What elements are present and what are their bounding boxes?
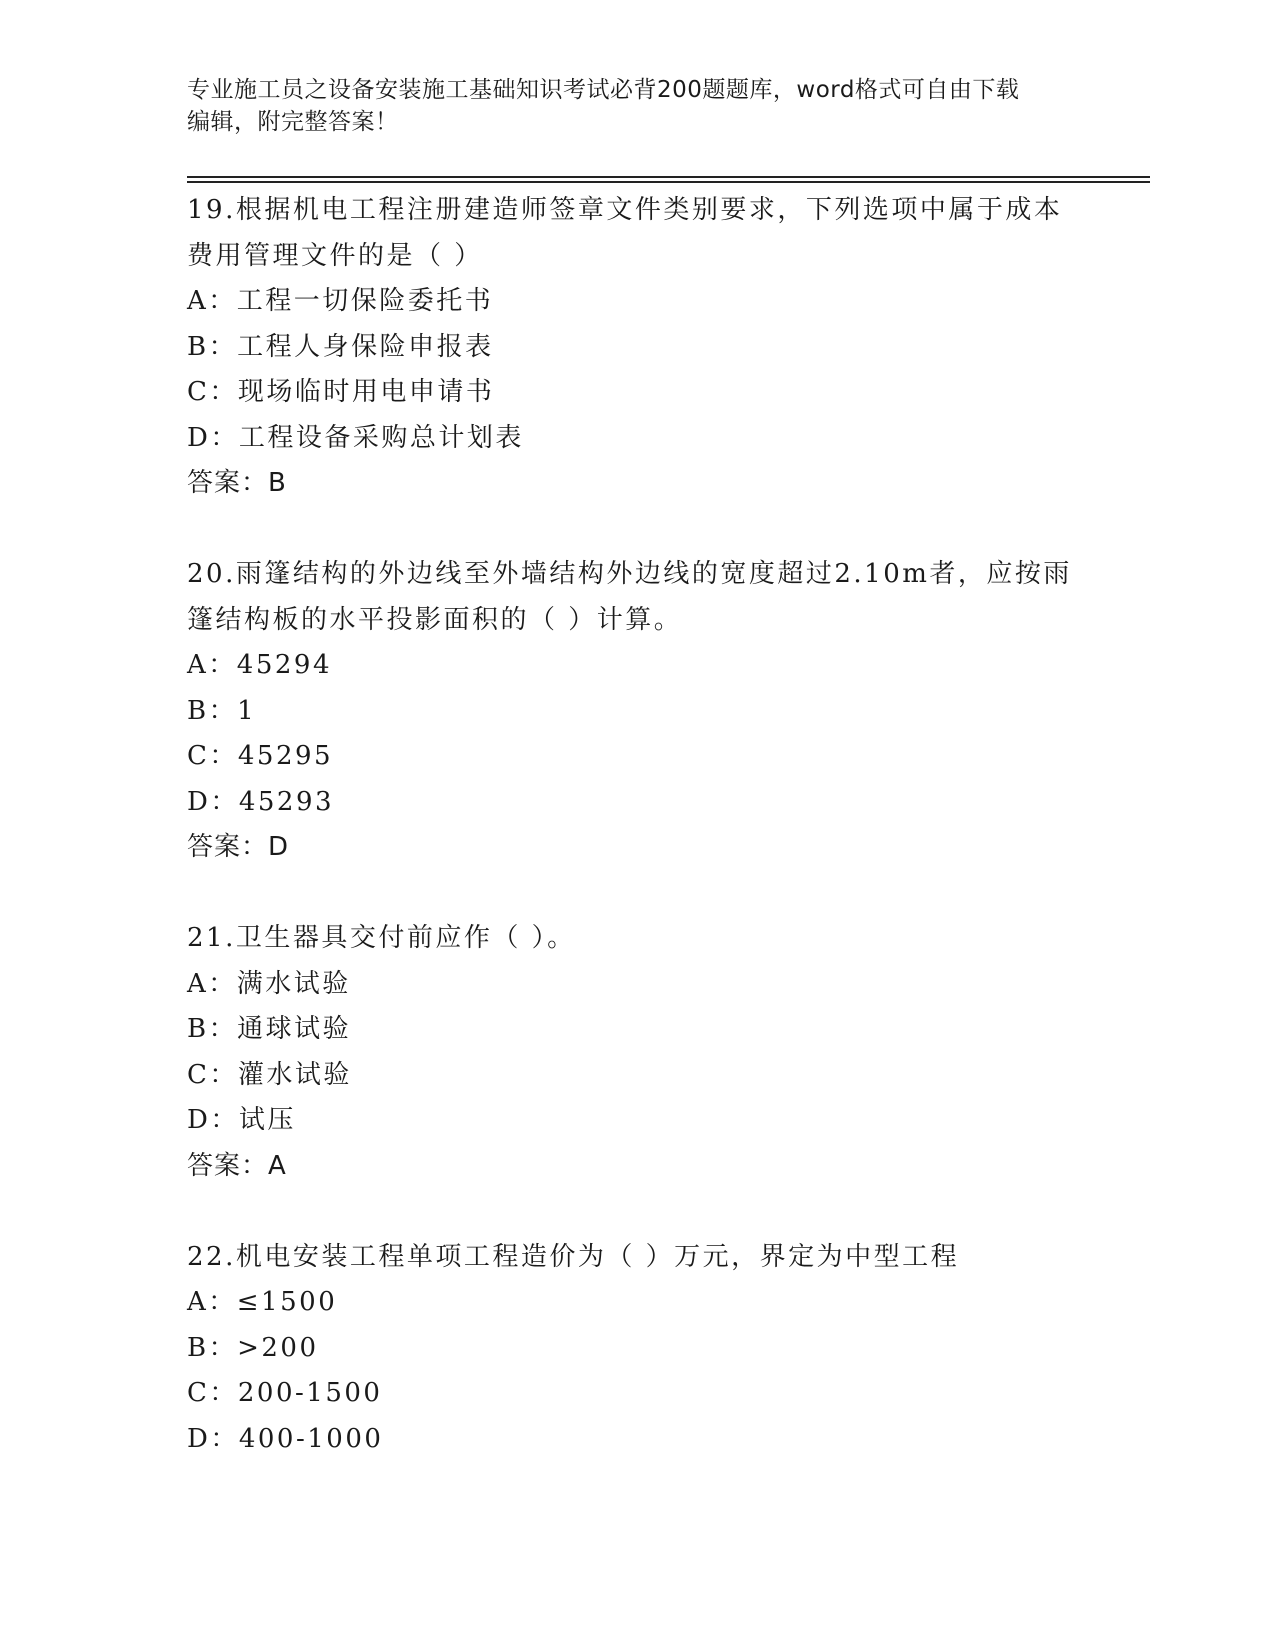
- question-stem-line: 篷结构板的水平投影面积的（ ）计算。: [187, 604, 683, 635]
- option-a: A：45294: [187, 650, 332, 680]
- header-divider-bottom: [187, 181, 1150, 183]
- question-stem-line: 20.雨篷结构的外边线至外墙结构外边线的宽度超过2.10m者，应按雨: [187, 559, 1072, 589]
- document-header: [187, 74, 1087, 138]
- question-spacer: [187, 507, 1087, 553]
- answer: 答案：A: [187, 1150, 287, 1181]
- option-b: B：通球试验: [187, 1014, 352, 1044]
- question-stem: [187, 552, 1087, 643]
- option-b: B：工程人身保险申报表: [187, 331, 494, 362]
- question-20: [187, 552, 1087, 871]
- option-c: C：现场临时用电申请书: [187, 377, 495, 407]
- option-d: D：45293: [187, 786, 335, 817]
- option-a: A：≤1500: [187, 1287, 338, 1317]
- question-spacer: [187, 1189, 1087, 1235]
- question-stem: [187, 1235, 1087, 1281]
- question-spacer: [187, 871, 1087, 917]
- question-21: [187, 916, 1087, 1189]
- answer: 答案：B: [187, 468, 287, 498]
- option-c: C：200-1500: [187, 1378, 383, 1408]
- answer: 答案：D: [187, 832, 290, 862]
- option-d: D：工程设备采购总计划表: [187, 422, 524, 453]
- question-19: [187, 188, 1087, 507]
- option-a: A：工程一切保险委托书: [187, 286, 494, 316]
- question-stem: [187, 188, 1087, 279]
- question-stem: [187, 916, 1087, 962]
- question-stem-line: 21.卫生器具交付前应作（ ）。: [187, 923, 576, 953]
- header-divider-top: [187, 176, 1150, 178]
- option-c: C：灌水试验: [187, 1059, 352, 1090]
- option-b: B：1: [187, 695, 257, 726]
- question-stem-line: 19.根据机电工程注册建造师签章文件类别要求，下列选项中属于成本: [187, 195, 1063, 225]
- option-a: A：满水试验: [187, 968, 351, 999]
- question-stem-line: 费用管理文件的是（ ）: [187, 240, 483, 271]
- question-22: [187, 1235, 1087, 1463]
- option-d: D：试压: [187, 1105, 296, 1135]
- header-line-2: 编辑，附完整答案！: [187, 109, 399, 135]
- header-line-1: 专业施工员之设备安装施工基础知识考试必背200题题库，word格式可自由下载: [187, 77, 1020, 103]
- option-c: C：45295: [187, 741, 334, 771]
- option-b: B：>200: [187, 1332, 319, 1363]
- option-d: D：400-1000: [187, 1423, 384, 1454]
- question-list: [187, 188, 1087, 1462]
- question-stem-line: 22.机电安装工程单项工程造价为（ ）万元，界定为中型工程: [187, 1241, 960, 1272]
